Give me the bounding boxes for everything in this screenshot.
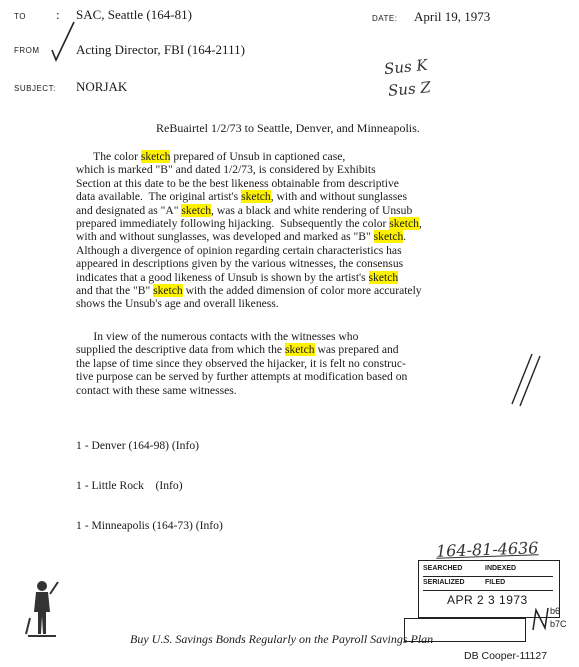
redaction-code-b7c: b7C xyxy=(550,619,567,629)
handwritten-note-1: Sus K xyxy=(383,55,429,79)
copy-item: 1 - Little Rock (Info) xyxy=(76,479,183,493)
subject-label: SUBJECT: xyxy=(14,84,56,93)
text-segment: , was a black and white rendering of Unsub xyxy=(211,203,413,217)
highlighted-word: sketch xyxy=(181,203,212,217)
stamp-row-2: SERIALIZED FILED xyxy=(423,579,553,591)
stamp-date: APR 2 3 1973 xyxy=(447,593,528,607)
minuteman-emblem-icon xyxy=(22,578,62,640)
text-line xyxy=(76,217,422,230)
text-line xyxy=(76,204,422,217)
text-segment: which is marked "B" and dated 1/2/73, is considered by Exhibits xyxy=(76,163,376,177)
text-segment: and that the "B" xyxy=(76,284,154,298)
text-line xyxy=(76,384,407,397)
text-segment: the lapse of time since they observed the hijacker, it is felt no construc- xyxy=(76,356,406,370)
text-segment: The color xyxy=(76,150,141,163)
text-segment: . xyxy=(403,230,407,244)
text-segment: shows the Unsub's age and overall likeness. xyxy=(76,297,279,311)
subject-value: NORJAK xyxy=(76,79,128,94)
date-label: DATE: xyxy=(372,14,398,23)
text-segment: with the added dimension of color more accurately xyxy=(182,284,422,298)
text-segment: , xyxy=(418,217,422,231)
highlighted-word: sketch xyxy=(153,284,183,298)
margin-slash-marks-icon xyxy=(508,352,544,408)
from-value: Acting Director, FBI (164-2111) xyxy=(76,42,245,57)
to-value: SAC, Seattle (164-81) xyxy=(76,7,192,22)
copy-item: 1 - Minneapolis (164-73) (Info) xyxy=(76,518,223,532)
text-segment: , with and without sunglasses xyxy=(270,190,407,204)
body-paragraph-2 xyxy=(76,330,407,397)
text-segment: with and without sunglasses, was developed and marked as "B" xyxy=(76,230,374,244)
text-line xyxy=(76,343,407,356)
text-segment: Section at this date to be the best likeness obtainable from descriptive xyxy=(76,176,399,190)
document-id: DB Cooper-11127 xyxy=(464,650,548,662)
text-line xyxy=(76,230,422,243)
handwritten-n-mark-icon xyxy=(530,604,552,634)
text-segment: prepared immediately following hijacking. Subsequently the color xyxy=(76,217,390,231)
handwritten-file-number: 164-81-4636 xyxy=(435,538,539,561)
initial-checkmark-icon xyxy=(48,20,78,64)
text-segment: In view of the numerous contacts with the witnesses who xyxy=(76,330,359,343)
text-segment: data available. The original artist's xyxy=(76,190,242,204)
text-line xyxy=(76,284,422,297)
highlighted-word: sketch xyxy=(284,343,315,357)
text-segment: indicates that a good likeness of Unsub is shown by the artist's xyxy=(76,270,369,284)
highlighted-word: sketch xyxy=(368,270,399,284)
text-segment: prepared of Unsub in captioned case, xyxy=(170,150,346,163)
text-line xyxy=(76,150,422,163)
highlighted-word: sketch xyxy=(140,150,171,163)
text-segment: tive purpose can be served by further attempts at modification based on xyxy=(76,370,408,384)
text-segment: appeared in descriptions given by the various witnesses, the consensus xyxy=(76,257,404,271)
stamp-row-1: SEARCHED INDEXED xyxy=(423,565,553,577)
highlighted-word: sketch xyxy=(373,230,404,244)
colon-to: : xyxy=(56,7,60,22)
text-segment: contact with these same witnesses. xyxy=(76,383,237,397)
text-segment: was prepared and xyxy=(314,343,399,357)
highlighted-word: sketch xyxy=(389,217,419,231)
text-segment: supplied the descriptive data from which the xyxy=(76,343,285,357)
text-line xyxy=(76,370,407,383)
redaction-code-b6: b6 xyxy=(550,606,561,616)
text-line xyxy=(76,357,407,370)
text-line xyxy=(76,271,422,284)
text-segment: and designated as "A" xyxy=(76,203,182,217)
text-line xyxy=(76,244,422,257)
body-paragraph-1 xyxy=(76,150,422,311)
highlighted-word: sketch xyxy=(241,190,271,204)
handwritten-note-2: Sus Z xyxy=(387,78,432,100)
footer-slogan: Buy U.S. Savings Bonds Regularly on the Payroll Savings Plan xyxy=(130,632,434,646)
date-value: April 19, 1973 xyxy=(414,9,491,24)
text-line xyxy=(76,190,422,203)
from-label: FROM xyxy=(14,46,40,55)
copy-item: 1 - Denver (164-98) (Info) xyxy=(76,439,199,453)
reference-line: ReBuairtel 1/2/73 to Seattle, Denver, and Minneapolis. xyxy=(156,121,420,135)
text-line xyxy=(76,163,422,176)
text-line xyxy=(76,297,422,310)
to-label: TO xyxy=(14,12,26,21)
text-line xyxy=(76,330,407,343)
text-line xyxy=(76,257,422,270)
copies-list xyxy=(76,413,223,545)
text-line xyxy=(76,177,422,190)
text-segment: Although a divergence of opinion regarding certain characteristics has xyxy=(76,243,402,257)
